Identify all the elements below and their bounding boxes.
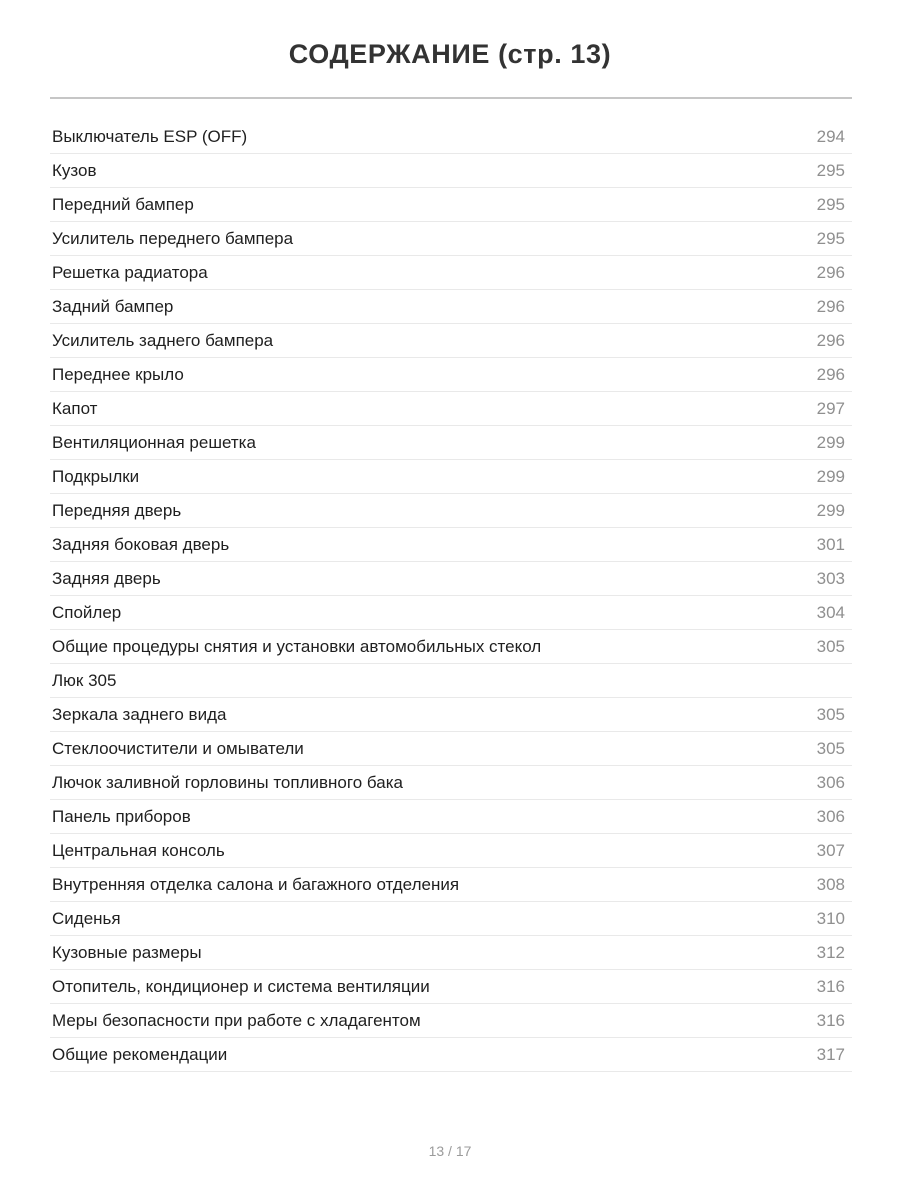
toc-entry-label: Решетка радиатора — [52, 262, 208, 282]
toc-row — [50, 834, 852, 868]
toc-entry-page-number: 316 — [816, 976, 845, 996]
toc-entry-label: Сиденья — [52, 908, 121, 928]
toc-entry-page-number: 296 — [816, 330, 845, 350]
toc-entry-label: Передняя дверь — [52, 500, 182, 520]
toc-entry-page-number: 294 — [816, 126, 845, 146]
toc-entry-page-number: 303 — [816, 568, 845, 588]
toc-row — [50, 528, 852, 562]
toc-row — [50, 426, 852, 460]
toc-row — [50, 460, 852, 494]
toc-entry-label: Панель приборов — [52, 806, 191, 826]
toc-entry-label: Задний бампер — [52, 296, 174, 316]
toc-row — [50, 562, 852, 596]
toc-row — [50, 732, 852, 766]
toc-entry-page-number: 307 — [816, 840, 845, 860]
toc-entry-label: Передний бампер — [52, 194, 194, 214]
toc-entry-label: Задняя боковая дверь — [52, 534, 230, 554]
page-title: СОДЕРЖАНИЕ (стр. 13) — [288, 39, 612, 69]
toc-entry-label: Кузов — [52, 160, 97, 180]
toc-entry-page-number: 299 — [816, 432, 845, 452]
toc-entry-label: Подкрылки — [52, 466, 140, 486]
toc-row — [50, 630, 852, 664]
toc-entry-label: Стеклоочистители и омыватели — [52, 738, 304, 758]
toc-row — [50, 1038, 852, 1072]
toc-entry-page-number: 305 — [816, 704, 845, 724]
toc-entry-label: Отопитель, кондиционер и система вентиляции — [52, 976, 430, 996]
toc-entry-label: Капот — [52, 398, 98, 418]
toc-list — [50, 120, 852, 1072]
toc-row — [50, 290, 852, 324]
toc-entry-page-number: 301 — [816, 534, 845, 554]
toc-entry-page-number: 310 — [816, 908, 845, 928]
page-number-indicator: 13 / 17 — [428, 1143, 472, 1159]
toc-entry-label: Лючок заливной горловины топливного бака — [52, 772, 403, 792]
toc-entry-page-number: 308 — [816, 874, 845, 894]
toc-row — [50, 766, 852, 800]
toc-entry-label: Люк 305 — [52, 670, 117, 690]
toc-entry-label: Спойлер — [52, 602, 122, 622]
toc-entry-page-number: 295 — [816, 160, 845, 180]
toc-entry-label: Зеркала заднего вида — [52, 704, 227, 724]
toc-row — [50, 1004, 852, 1038]
toc-entry-page-number: 317 — [816, 1044, 845, 1064]
toc-row — [50, 222, 852, 256]
toc-entry-label: Кузовные размеры — [52, 942, 202, 962]
toc-entry-page-number: 296 — [816, 262, 845, 282]
toc-entry-label: Переднее крыло — [52, 364, 184, 384]
toc-entry-page-number: 296 — [816, 364, 845, 384]
toc-row — [50, 698, 852, 732]
toc-entry-page-number: 295 — [816, 228, 845, 248]
toc-row — [50, 596, 852, 630]
toc-entry-page-number: 305 — [816, 636, 845, 656]
toc-entry-label: Вентиляционная решетка — [52, 432, 256, 452]
toc-entry-page-number: 316 — [816, 1010, 845, 1030]
toc-row — [50, 188, 852, 222]
toc-entry-label: Общие рекомендации — [52, 1044, 228, 1064]
toc-row — [50, 324, 852, 358]
toc-entry-page-number: 306 — [816, 806, 845, 826]
toc-entry-label: Меры безопасности при работе с хладагентом — [52, 1010, 421, 1030]
toc-row — [50, 664, 852, 698]
toc-entry-page-number: 304 — [816, 602, 845, 622]
toc-entry-page-number: 299 — [816, 500, 845, 520]
toc-row — [50, 120, 852, 154]
toc-entry-label: Усилитель заднего бампера — [52, 330, 274, 350]
toc-row — [50, 154, 852, 188]
toc-row — [50, 358, 852, 392]
toc-entry-label: Внутренняя отделка салона и багажного отделения — [52, 874, 460, 894]
toc-row — [50, 868, 852, 902]
toc-entry-page-number: 296 — [816, 296, 845, 316]
toc-row — [50, 936, 852, 970]
toc-entry-page-number: 306 — [816, 772, 845, 792]
toc-entry-page-number: 299 — [816, 466, 845, 486]
toc-row — [50, 392, 852, 426]
toc-row — [50, 256, 852, 290]
toc-entry-label: Центральная консоль — [52, 840, 225, 860]
toc-entry-label: Общие процедуры снятия и установки автомобильных стекол — [52, 636, 542, 656]
toc-entry-label: Задняя дверь — [52, 568, 161, 588]
toc-row — [50, 970, 852, 1004]
toc-row — [50, 494, 852, 528]
toc-row — [50, 902, 852, 936]
toc-entry-page-number: 297 — [816, 398, 845, 418]
toc-row — [50, 800, 852, 834]
header-divider — [50, 97, 852, 99]
toc-entry-label: Усилитель переднего бампера — [52, 228, 294, 248]
toc-entry-page-number: 312 — [816, 942, 845, 962]
toc-entry-label: Выключатель ESP (OFF) — [52, 126, 248, 146]
toc-entry-page-number: 305 — [816, 738, 845, 758]
toc-entry-page-number: 295 — [816, 194, 845, 214]
